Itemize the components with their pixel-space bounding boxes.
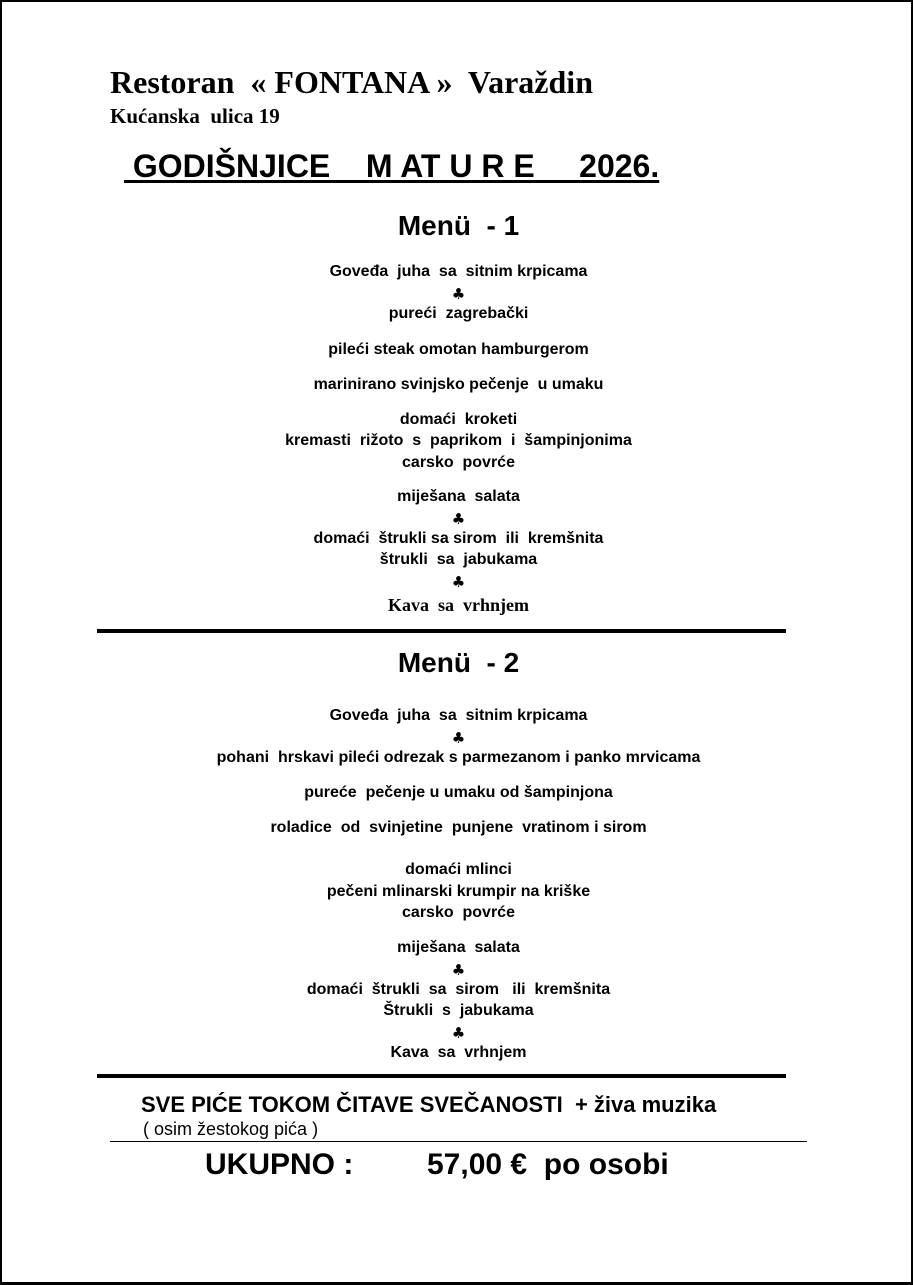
menu1-item: pureći zagrebački [388,305,529,322]
menu2-item: pečeni mlinarski krumpir na kriške [326,883,591,900]
club-icon: ♣ [451,285,466,303]
club-icon: ♣ [451,1024,466,1042]
menu1-item: marinirano svinjsko pečenje u umaku [313,376,604,393]
club-icon: ♣ [451,961,466,979]
divider [97,1074,786,1078]
menu1-item: Goveđa juha sa sitnim krpicama [329,263,588,280]
event-title: GODIŠNJICE M AT U R E 2026. [124,148,660,184]
menu1-item: kremasti rižoto s paprikom i šampinjonima [285,432,632,449]
menu2-item: Goveđa juha sa sitnim krpicama [329,707,588,724]
menu2-item: domaći mlinci [405,861,512,878]
menu1-item: pileći steak omotan hamburgerom [328,341,589,358]
divider-thin [110,1141,807,1142]
restaurant-name: Restoran « FONTANA » Varaždin [110,64,593,100]
menu2-item: pureće pečenje u umaku od šampinjona [304,784,613,801]
menu2-item: domaći štrukli sa sirom ili kremšnita [306,981,611,998]
menu2-item: Kava sa vrhnjem [390,1044,527,1061]
total-label: UKUPNO : [205,1148,354,1181]
menu1-item: domaći štrukli sa sirom ili kremšnita [313,530,604,547]
menu1-item: domaći kroketi [399,411,518,428]
menu1-item: miješana salata [397,488,520,505]
menu2-item: pohani hrskavi pileći odrezak s parmezanom i panko mrvicama [216,749,701,766]
restaurant-address: Kućanska ulica 19 [110,104,280,128]
menu2-item: Štrukli s jabukama [383,1002,534,1019]
menu2-title: Menü - 2 [397,647,520,678]
club-icon: ♣ [451,573,466,591]
menu2-item: roladice od svinjetine punjene vratinom i sirom [270,819,647,836]
menu2-item: miješana salata [397,939,520,956]
club-icon: ♣ [451,729,466,747]
drinks-note: ( osim žestokog pića ) [143,1119,319,1139]
divider [97,629,786,633]
total-price: 57,00 € po osobi [427,1148,669,1181]
menu1-item: štrukli sa jabukama [379,551,538,568]
menu1-title: Menü - 1 [397,210,520,241]
drinks-included: SVE PIĆE TOKOM ČITAVE SVEČANOSTI + živa muzika [141,1092,717,1117]
menu1-item: Kava sa vrhnjem [388,595,529,615]
menu2-item: carsko povrće [402,904,515,921]
club-icon: ♣ [451,510,466,528]
menu1-item: carsko povrće [402,454,515,471]
